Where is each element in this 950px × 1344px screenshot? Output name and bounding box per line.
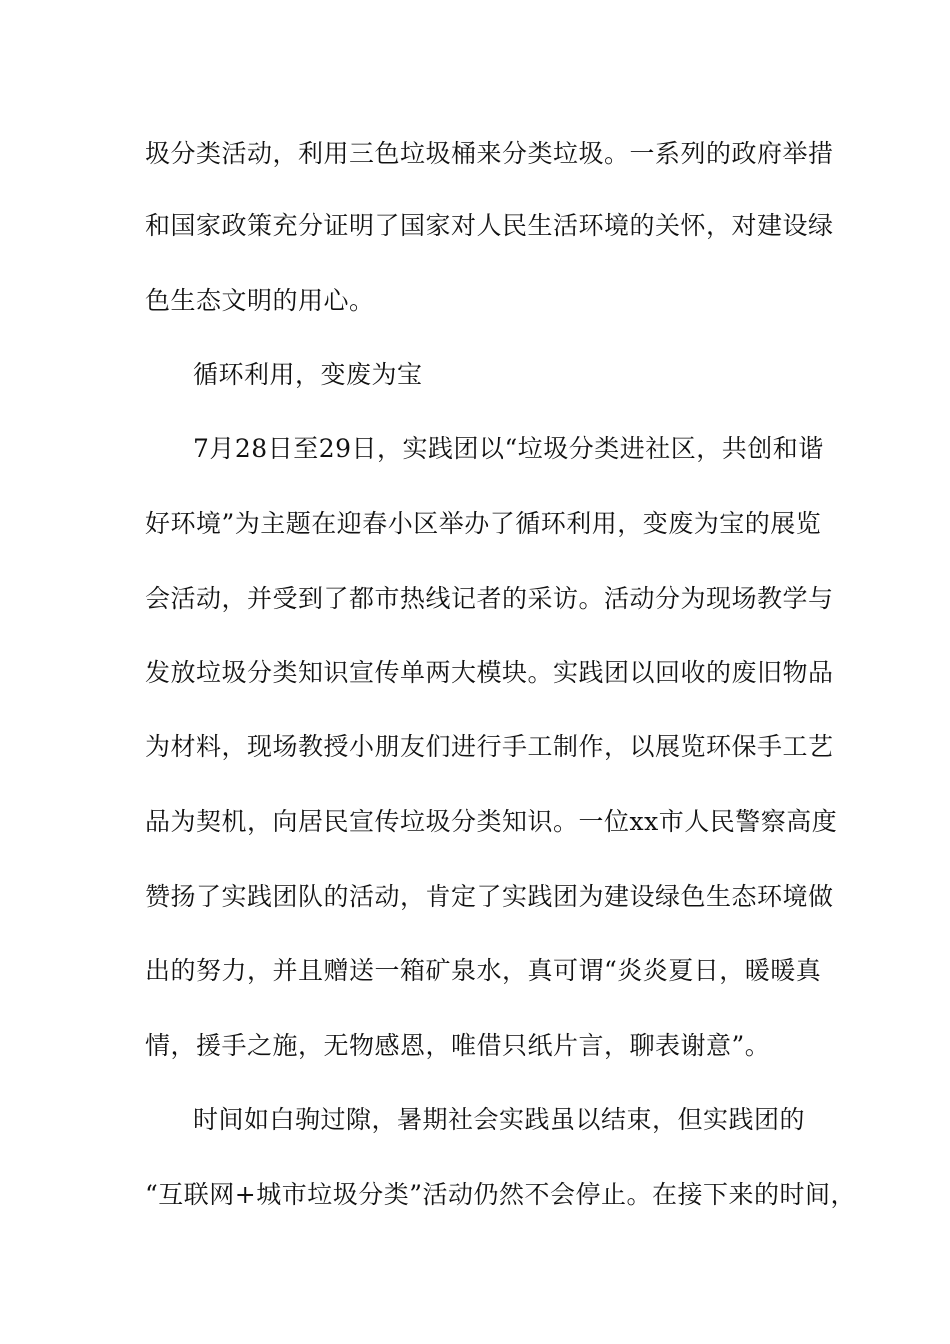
text-line-7: 会活动，并受到了都市热线记者的采访。活动分为现场教学与 <box>145 584 834 613</box>
text-line-11: 赞扬了实践团队的活动，肯定了实践团为建设绿色生态环境做 <box>145 882 834 911</box>
text-line-2: 和国家政策充分证明了国家对人民生活环境的关怀，对建设绿 <box>145 211 834 240</box>
text-line-3: 色生态文明的用心。 <box>145 286 375 315</box>
text-line-5: 7月28日至29日，实践团以“垃圾分类进社区，共创和谐 <box>193 434 824 463</box>
text-line-6: 好环境”为主题在迎春小区举办了循环利用，变废为宝的展览 <box>145 509 822 538</box>
section-heading: 循环利用，变废为宝 <box>193 360 423 389</box>
text-line-9: 为材料，现场教授小朋友们进行手工制作，以展览环保手工艺 <box>145 732 834 761</box>
text-line-1: 圾分类活动，利用三色垃圾桶来分类垃圾。一系列的政府举措 <box>145 139 834 168</box>
text-line-15: “互联网+城市垃圾分类”活动仍然不会停止。在接下来的时间， <box>145 1180 857 1209</box>
text-line-8: 发放垃圾分类知识宣传单两大模块。实践团以回收的废旧物品 <box>145 658 834 687</box>
text-line-10: 品为契机，向居民宣传垃圾分类知识。一位xx市人民警察高度 <box>145 807 838 836</box>
text-line-12: 出的努力，并且赠送一箱矿泉水，真可谓“炎炎夏日，暖暖真 <box>145 956 822 985</box>
text-line-13: 情，援手之施，无物感恩，唯借只纸片言，聊表谢意”。 <box>145 1031 771 1060</box>
text-line-14: 时间如白驹过隙，暑期社会实践虽以结束，但实践团的 <box>193 1105 806 1134</box>
